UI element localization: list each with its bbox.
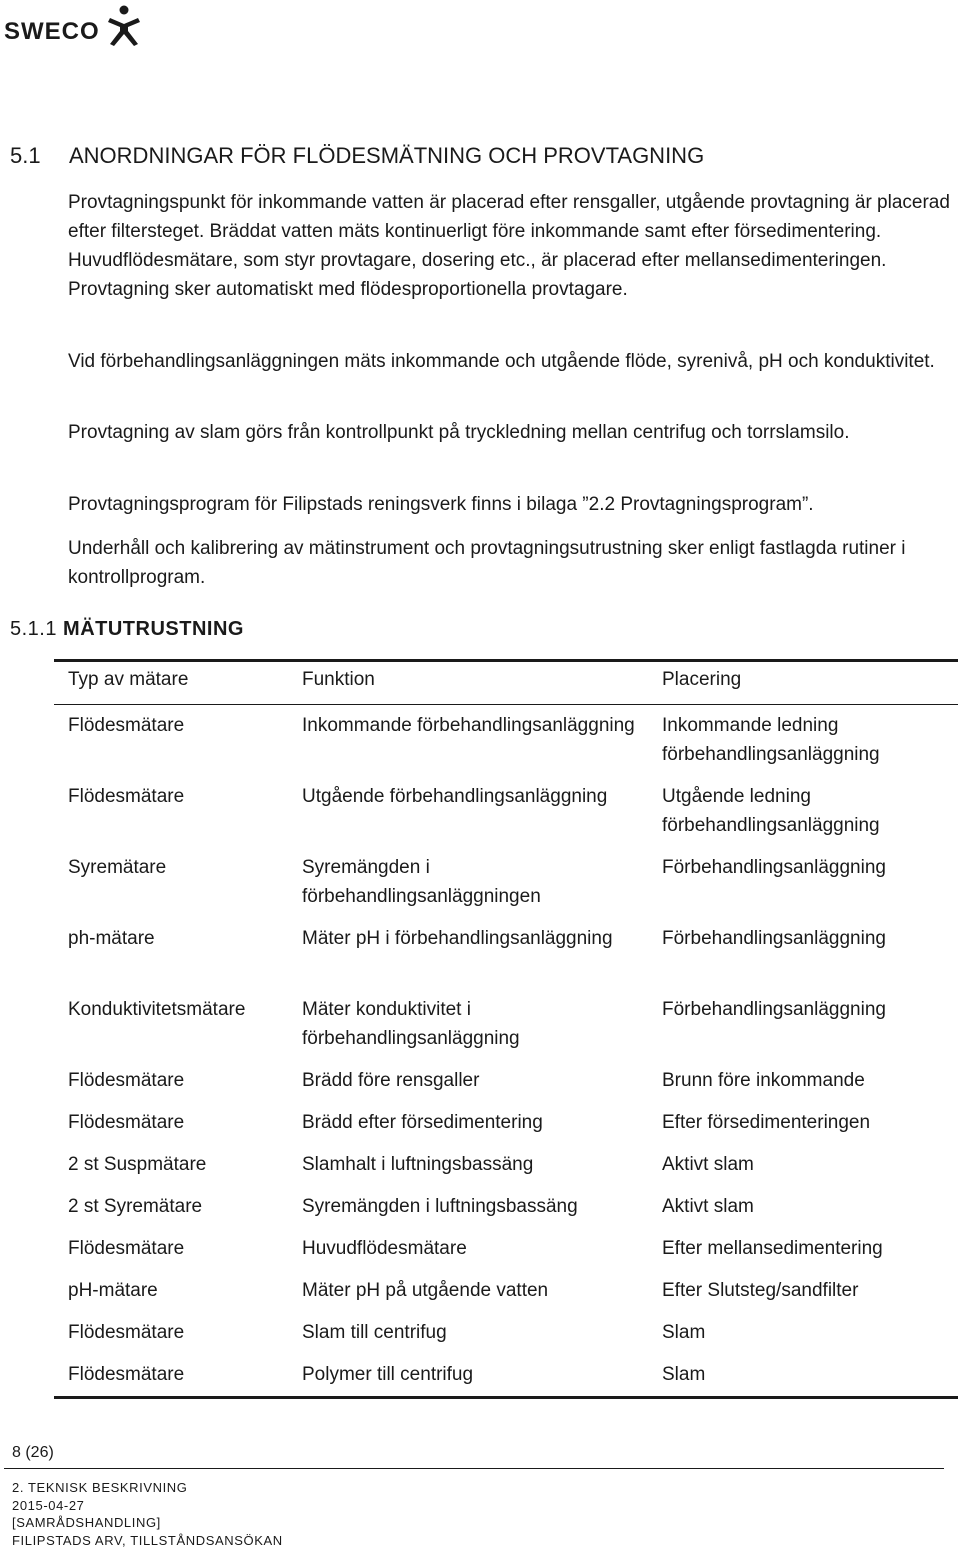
page-number: 8 (26) (12, 1444, 54, 1461)
table-row (54, 1234, 958, 1276)
sweco-logo (4, 4, 144, 46)
cell-function: Slam till centrifug (302, 1322, 447, 1343)
cell-type: Flödesmätare (68, 1364, 185, 1385)
table-row (54, 995, 958, 1066)
cell-function: Mäter pH i förbehandlingsanläggning (302, 928, 613, 949)
table-row (54, 924, 958, 995)
cell-placement: Slam (662, 1364, 706, 1385)
table-row (54, 1318, 958, 1360)
table-row (54, 853, 958, 924)
cell-function: Syremängden i förbehandlingsanläggningen (302, 857, 541, 907)
cell-type: Flödesmätare (68, 715, 185, 736)
cell-function: Polymer till centrifug (302, 1364, 474, 1385)
cell-placement: Aktivt slam (662, 1154, 754, 1175)
table-row (54, 1360, 958, 1402)
logo-wordmark: SWECO (4, 18, 100, 45)
cell-type: Flödesmätare (68, 786, 185, 807)
footer (12, 1479, 283, 1549)
table-row (54, 1276, 958, 1318)
table-header-row (54, 663, 958, 707)
measurement-equipment-table (54, 663, 958, 1402)
cell-type: 2 st Suspmätare (68, 1154, 207, 1175)
cell-type: Flödesmätare (68, 1238, 185, 1259)
cell-type: Konduktivitetsmätare (68, 999, 246, 1020)
logo-figure-icon (104, 4, 144, 46)
section-number: 5.1 (10, 143, 41, 168)
paragraph-sludge-sampling: Provtagning av slam görs från kontrollpunkt på tryckledning mellan centrifug och torrslamsilo. (68, 422, 850, 443)
cell-placement: Förbehandlingsanläggning (662, 999, 886, 1020)
cell-function: Brädd före rensgaller (302, 1070, 480, 1091)
footer-date: 2015-04-27 (12, 1497, 85, 1513)
table-row (54, 1192, 958, 1234)
cell-placement: Efter mellansedimentering (662, 1238, 883, 1259)
footer-status: [SAMRÅDSHANDLING] (12, 1515, 161, 1530)
cell-function: Brädd efter försedimentering (302, 1112, 543, 1133)
section-title: ANORDNINGAR FÖR FLÖDESMÄTNING OCH PROVTAGNING (69, 143, 705, 168)
cell-placement: Inkommande ledning förbehandlingsanläggning (662, 715, 880, 765)
cell-type: 2 st Syremätare (68, 1196, 203, 1217)
subsection-number: 5.1.1 (10, 618, 57, 640)
column-header-placement: Placering (662, 669, 742, 690)
cell-type: Flödesmätare (68, 1112, 185, 1133)
cell-function: Huvudflödesmätare (302, 1238, 467, 1259)
footer-divider (4, 1468, 944, 1469)
cell-function: Utgående förbehandlingsanläggning (302, 786, 608, 807)
cell-type: pH-mätare (68, 1280, 158, 1301)
footer-project: FILIPSTADS ARV, TILLSTÅNDSANSÖKAN (12, 1532, 283, 1548)
paragraph-sampling-points: Provtagningspunkt för inkommande vatten är placerad efter rensgaller, utgående provtagning är placerad efter filtersteget. Bräddat vatten mäts kontinuerligt före inkommande samt efter försedimentering. Huvudflödesmätare, som styr provtagare, dosering etc., är placerad efter mellansedimenteringen. Provtagning sker automatiskt med flödesproportionella provtagare. (68, 192, 950, 300)
table-row (54, 1150, 958, 1192)
cell-placement: Brunn före inkommande (662, 1070, 865, 1091)
cell-placement: Förbehandlingsanläggning (662, 857, 886, 878)
subsection-heading (10, 618, 244, 641)
section-heading (10, 143, 704, 169)
table-row (54, 707, 958, 782)
cell-function: Mäter konduktivitet i förbehandlingsanläggning (302, 999, 520, 1049)
cell-placement: Aktivt slam (662, 1196, 754, 1217)
cell-type: Syremätare (68, 857, 167, 878)
column-header-type: Typ av mätare (68, 669, 189, 690)
table-top-rule (54, 659, 958, 662)
cell-placement: Förbehandlingsanläggning (662, 928, 886, 949)
cell-function: Slamhalt i luftningsbassäng (302, 1154, 534, 1175)
cell-type: Flödesmätare (68, 1322, 185, 1343)
cell-placement: Utgående ledning förbehandlingsanläggning (662, 786, 880, 836)
table-row (54, 1108, 958, 1150)
cell-placement: Slam (662, 1322, 706, 1343)
paragraph-sampling-program: Provtagningsprogram för Filipstads reningsverk finns i bilaga ”2.2 Provtagningsprogram”. (68, 494, 814, 515)
cell-type: ph-mätare (68, 928, 155, 949)
column-header-function: Funktion (302, 669, 375, 690)
paragraph-maintenance: Underhåll och kalibrering av mätinstrument och provtagningsutrustning sker enligt fastlagda rutiner i kontrollprogram. (68, 538, 906, 588)
cell-function: Mäter pH på utgående vatten (302, 1280, 549, 1301)
footer-chapter: 2. TEKNISK BESKRIVNING (12, 1480, 188, 1495)
cell-type: Flödesmätare (68, 1070, 185, 1091)
table-row (54, 1066, 958, 1108)
paragraph-pretreatment: Vid förbehandlingsanläggningen mäts inkommande och utgående flöde, syrenivå, pH och konduktivitet. (68, 351, 935, 372)
table-row (54, 782, 958, 853)
cell-function: Syremängden i luftningsbassäng (302, 1196, 578, 1217)
cell-function: Inkommande förbehandlingsanläggning (302, 715, 635, 736)
subsection-title: MÄTUTRUSTNING (63, 618, 244, 640)
cell-placement: Efter Slutsteg/sandfilter (662, 1280, 859, 1301)
cell-placement: Efter försedimenteringen (662, 1112, 871, 1133)
